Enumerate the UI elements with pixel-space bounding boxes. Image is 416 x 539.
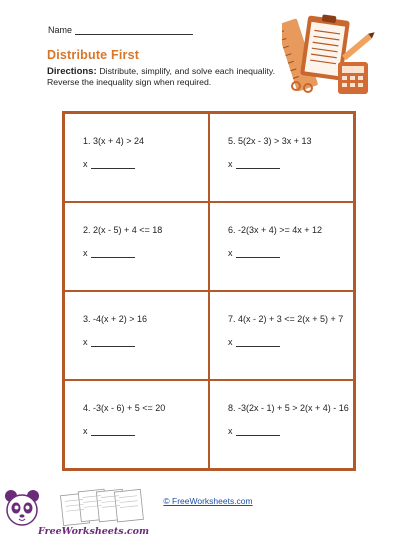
problem-cell [209,291,354,380]
answer-label: x [228,426,233,436]
problem-grid [62,111,356,471]
answer-blank[interactable] [91,160,135,169]
name-line [75,26,193,35]
answer-label: x [228,159,233,169]
answer-row [83,248,135,258]
name-row [48,25,193,35]
answer-label: x [228,248,233,258]
problem-text: 1. 3(x + 4) > 24 [83,136,145,146]
problem-cell [64,380,209,469]
problem-cell [209,202,354,291]
problem-cell [209,380,354,469]
answer-label: x [83,337,88,347]
problem-text: 7. 4(x - 2) + 3 <= 2(x + 5) + 7 [228,314,344,324]
answer-row [83,159,135,169]
answer-row [83,426,135,436]
answer-blank[interactable] [91,427,135,436]
problem-text: 2. 2(x - 5) + 4 <= 18 [83,225,163,235]
answer-row [83,337,135,347]
directions-text: Distribute, simplify, and solve each inequality. Reverse the inequality sign when required. [47,66,275,87]
answer-label: x [83,426,88,436]
answer-row [228,426,280,436]
answer-blank[interactable] [236,249,280,258]
answer-blank[interactable] [236,338,280,347]
footer-link[interactable]: © FreeWorksheets.com [163,496,253,506]
problem-cell [64,113,209,202]
problem-text: 8. -3(2x - 1) + 5 > 2(x + 4) - 16 [228,403,349,413]
problem-cell [209,113,354,202]
answer-blank[interactable] [91,249,135,258]
problem-text: 5. 5(2x - 3) > 3x + 13 [228,136,312,146]
problem-cell [64,202,209,291]
answer-blank[interactable] [91,338,135,347]
problem-text: 6. -2(3x + 4) >= 4x + 12 [228,225,323,235]
problem-text: 4. -3(x - 6) + 5 <= 20 [83,403,166,413]
answer-blank[interactable] [236,160,280,169]
directions-label: Directions: [47,66,97,77]
answer-label: x [83,159,88,169]
answer-row [228,337,280,347]
answer-label: x [83,248,88,258]
worksheet-title: Distribute First [47,48,140,62]
logo-text: FreeWorksheets.com [38,526,150,537]
answer-row [228,248,280,258]
problem-cell [64,291,209,380]
problem-text: 3. -4(x + 2) > 16 [83,314,148,324]
answer-blank[interactable] [236,427,280,436]
name-label: Name [48,25,73,35]
answer-label: x [228,337,233,347]
clipboard-calculator-icon [282,14,378,98]
answer-row [228,159,280,169]
directions [47,66,275,88]
